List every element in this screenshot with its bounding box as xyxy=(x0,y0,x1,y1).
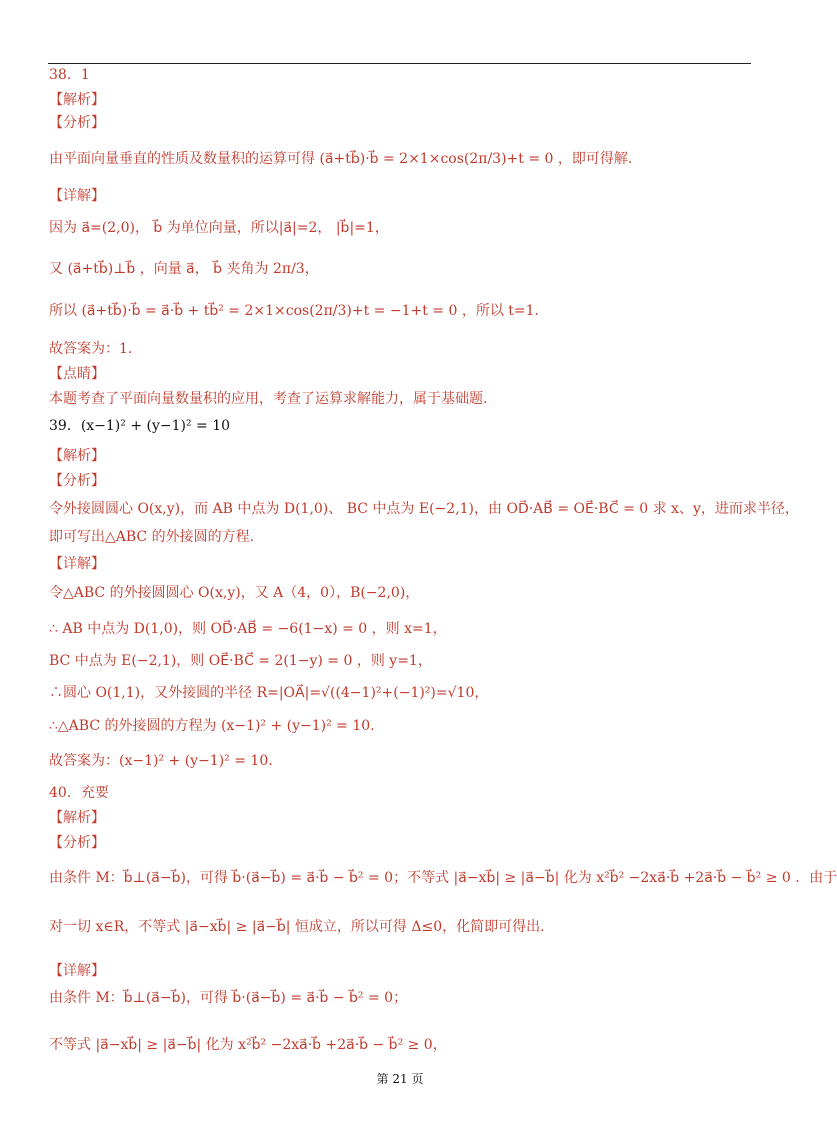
text-line: BC 中点为 E(−2,1)，则 OE⃗·BC⃗ = 2(1−y) = 0 ，则 y=1， xyxy=(49,653,432,669)
answer-40-number: 40．充要 xyxy=(49,785,109,801)
text-line: 即可写出△ABC 的外接圆的方程. xyxy=(49,529,255,545)
section-heading-remark: 【点睛】 xyxy=(49,366,105,382)
text-line: 本题考查了平面向量数量积的应用，考查了运算求解能力，属于基础题. xyxy=(49,391,488,407)
text-line: 由条件 M：b⃗⊥(a⃗−b⃗)，可得 b⃗·(a⃗−b⃗) = a⃗·b⃗ − b⃗² = 0； xyxy=(49,990,408,1006)
section-heading-analysis: 【解析】 xyxy=(49,92,105,108)
section-heading-overview: 【分析】 xyxy=(49,835,105,851)
section-heading-analysis: 【解析】 xyxy=(49,810,105,826)
text-line: ∴圆心 O(1,1)，又外接圆的半径 R=|OA⃗|=√((4−1)²+(−1)²)=√10， xyxy=(49,685,489,701)
answer-line: 故答案为：(x−1)² + (y−1)² = 10. xyxy=(49,753,273,769)
header-rule xyxy=(48,63,751,64)
answer-38-number: 38．1 xyxy=(49,67,90,83)
page-number-footer: 第 21 页 xyxy=(376,1072,424,1086)
text-line: 又 (a⃗+tb⃗)⊥b⃗ ，向量 a⃗， b⃗ 夹角为 2π/3， xyxy=(49,261,319,277)
text-line: 令△ABC 的外接圆圆心 O(x,y)，又 A（4，0），B(−2,0)， xyxy=(49,585,420,601)
answer-line: 故答案为：1. xyxy=(49,341,133,357)
text-line: ∴△ABC 的外接圆的方程为 (x−1)² + (y−1)² = 10. xyxy=(49,718,375,734)
text-line: ∴ AB 中点为 D(1,0)，则 OD⃗·AB⃗ = −6(1−x) = 0 ，则 x=1， xyxy=(49,621,447,637)
answer-39-number: 39．(x−1)² + (y−1)² = 10 xyxy=(49,418,231,434)
text-line: 令外接圆圆心 O(x,y)，而 AB 中点为 D(1,0)、 BC 中点为 E(−2,1)，由 OD⃗·AB⃗ = OE⃗·BC⃗ = 0 求 x、y，进而求半径， xyxy=(49,501,799,517)
text-line: 不等式 |a⃗−xb⃗| ≥ |a⃗−b⃗| 化为 x²b⃗² −2xa⃗·b⃗ +2a⃗·b⃗ − b⃗² ≥ 0， xyxy=(49,1037,447,1053)
section-heading-detail: 【详解】 xyxy=(49,963,105,979)
text-line: 由平面向量垂直的性质及数量积的运算可得 (a⃗+tb⃗)·b⃗ = 2×1×cos(2π/3)+t = 0 ，即可得解. xyxy=(49,151,633,167)
section-heading-analysis: 【解析】 xyxy=(49,448,105,464)
section-heading-overview: 【分析】 xyxy=(49,115,105,131)
section-heading-detail: 【详解】 xyxy=(49,556,105,572)
text-line: 对一切 x∈R，不等式 |a⃗−xb⃗| ≥ |a⃗−b⃗| 恒成立，所以可得 Δ≤0，化简即可得出. xyxy=(49,919,545,935)
section-heading-detail: 【详解】 xyxy=(49,188,105,204)
section-heading-overview: 【分析】 xyxy=(49,473,105,489)
text-line: 所以 (a⃗+tb⃗)·b⃗ = a⃗·b⃗ + tb⃗² = 2×1×cos(2π/3)+t = −1+t = 0 ，所以 t=1. xyxy=(49,303,539,319)
text-line: 因为 a⃗=(2,0)， b⃗ 为单位向量，所以|a⃗|=2， |b⃗|=1， xyxy=(49,220,389,236)
text-line: 由条件 M：b⃗⊥(a⃗−b⃗)，可得 b⃗·(a⃗−b⃗) = a⃗·b⃗ − b⃗² = 0；不等式 |a⃗−xb⃗| ≥ |a⃗−b⃗| 化为 x²b⃗² −2xa⃗·b⃗ +2a⃗·b⃗ − b⃗² ≥ 0 ．由于 xyxy=(49,870,837,886)
